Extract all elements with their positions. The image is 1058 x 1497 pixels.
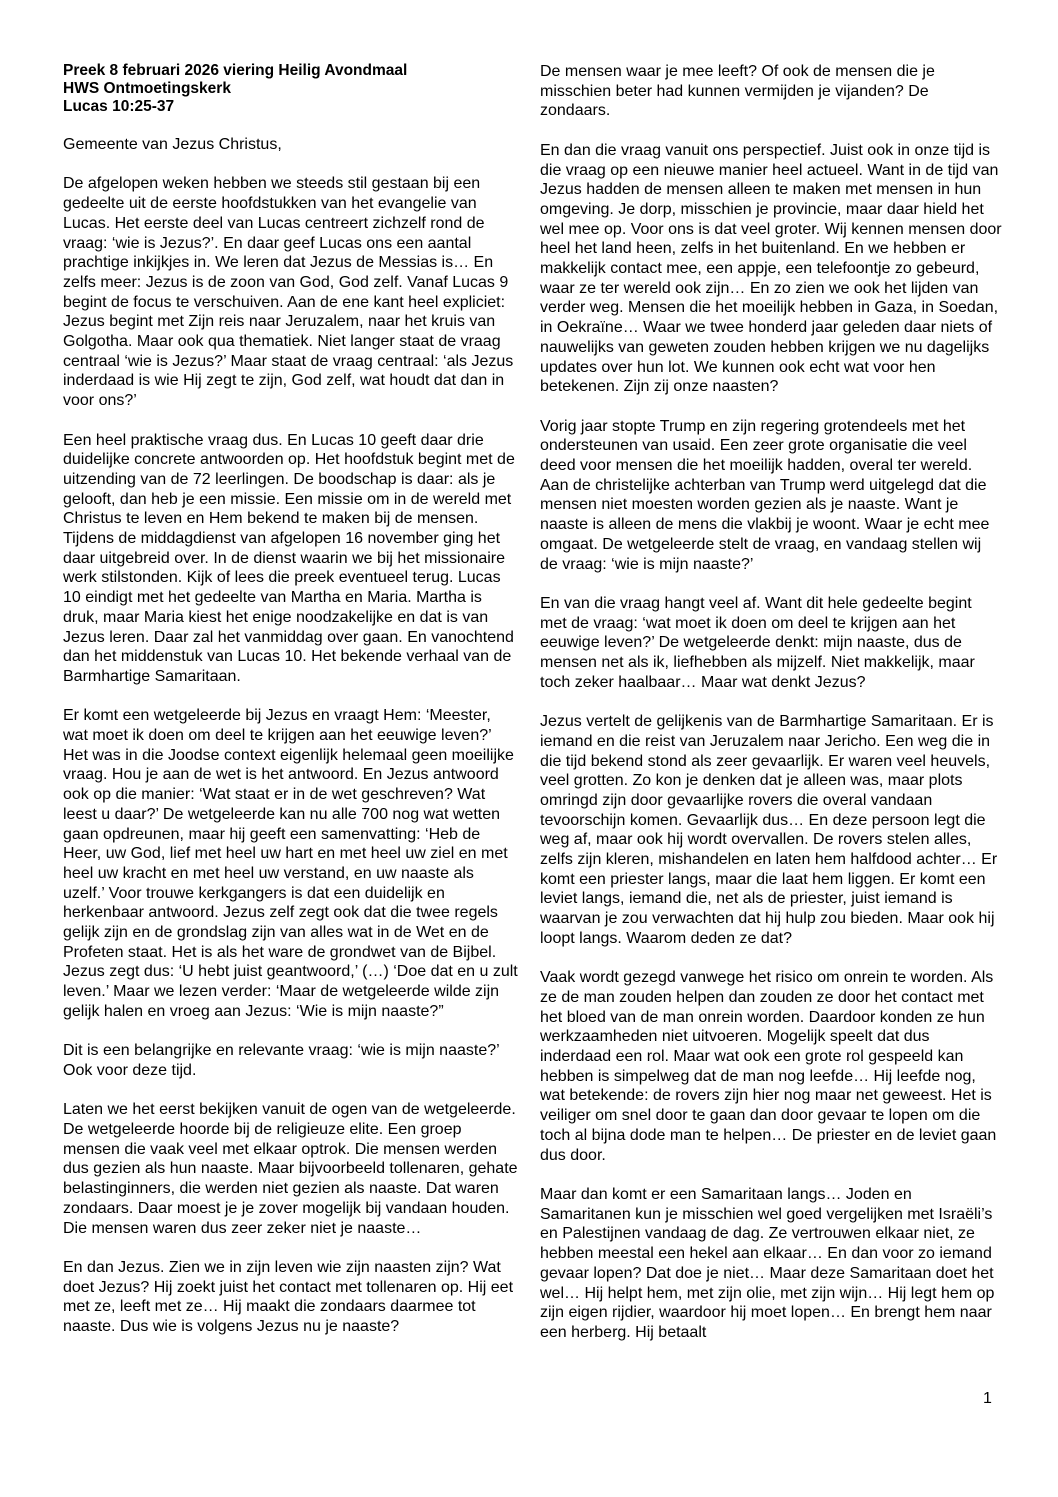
- paragraph: Vorig jaar stopte Trump en zijn regering grotendeels met het ondersteunen van usaid. Een zeer grote organisatie die veel deed voor mensen die het moeilijk hadden, overal ter wereld. Aan de christelijke achterban van Trump werd uitgelegd dat die mensen niet moesten worden gezien als je naaste. Want je naaste is alleen de mens die vlakbij je woont. Waar je echt mee omgaat. De wetgeleerde stelt de vraag, en vandaag stellen wij de vraag: ‘wie is mijn naaste?’: [540, 417, 990, 573]
- right-column: [540, 62, 1002, 1343]
- header-church: HWS Ontmoetingskerk: [63, 80, 231, 97]
- paragraph: De mensen waar je mee leeft? Of ook de mensen die je misschien beter had kunnen vermijden je vijanden? De zondaars.: [540, 63, 935, 120]
- paragraph: En dan Jezus. Zien we in zijn leven wie zijn naasten zijn? Wat doet Jezus? Hij zoekt juist het contact met tollenaren op. Hij eet met ze, leeft met ze… Hij maakt die zondaars daarmee tot naaste. Dus wie is volgens Jezus nu je naaste?: [63, 1258, 514, 1336]
- paragraph: Jezus vertelt de gelijkenis van de Barmhartige Samaritaan. Er is iemand en die reist van Jeruzalem naar Jericho. Een weg die in die tijd bekend stond als zeer gevaarlijk. Er waren veel heuvels, veel grotten. Zo kon je denken dat je alleen was, maar plots omringd zijn door gevaarlijke rovers die overal vandaan tevoorschijn komen. Gevaarlijk dus… En deze persoon legt die weg af, maar ook hij wordt overvallen. De rovers stelen alles, zelfs zijn kleren, mishandelen en laten hem halfdood achter… Er komt een priester langs, maar die laat hem liggen. Er komt een leviet langs, iemand die, net als de priester, juist iemand is waarvan je zou verwachten dat hij hulp zou bieden. Maar ook hij loopt langs. Waarom deden ze dat?: [540, 713, 998, 947]
- header-scripture: Lucas 10:25-37: [63, 98, 175, 115]
- paragraph: Laten we het eerst bekijken vanuit de ogen van de wetgeleerde. De wetgeleerde hoorde bij de religieuze elite. Een groep mensen die vaak veel met elkaar optrok. Die mensen werden dus gezien als hun naaste. Maar bijvoorbeeld tollenaren, gehate belastinginners, die werden niet gezien als naaste. Dat waren zondaars. Daar moest je je zover mogelijk bij vandaan houden. Die mensen waren dus zeer zeker niet je naaste…: [63, 1101, 518, 1237]
- paragraph: Een heel praktische vraag dus. En Lucas 10 geeft daar drie duidelijke concrete antwoorden op. Het hoofdstuk begint met de uitzending van de 72 leerlingen. De boodschap is daar: als je gelooft, dan heb je een missie. Een missie om in de wereld met Christus te leven en Hem bekend te maken bij de mensen. Tijdens de middagdienst van afgelopen 16 november ging het daar uitgebreid over. In de dienst waarin we bij het missionaire werk stilstonden. Kijk of lees die preek eventueel terug. Lucas 10 eindigt met het gedeelte van Martha en Maria. Martha is druk, maar Maria kiest het enige noodzakelijke en dat is van Jezus leren. Daar zal het vanmiddag over gaan. En vanochtend dan het middenstuk van Lucas 10. Het bekende verhaal van de Barmhartige Samaritaan.: [63, 431, 515, 685]
- paragraph: Vaak wordt gezegd vanwege het risico om onrein te worden. Als ze de man zouden helpen dan zouden ze door het contact met het bloed van de man onrein worden. Daardoor konden ze hun werkzaamheden niet uitvoeren. Mogelijk speelt dat dus inderdaad een rol. Maar wat ook een grote rol gespeeld kan hebben is simpelweg dat de man nog leefde… Hij leefde nog, wat betekende: de rovers zijn hier nog maar net geweest. Het is veiliger om snel door te gaan dan door gevaar te lopen om die toch al bijna dode man te helpen… De priester en de leviet gaan dus door.: [540, 969, 997, 1164]
- paragraph: En van die vraag hangt veel af. Want dit hele gedeelte begint met de vraag: ‘wat moet ik doen om deel te krijgen aan het eeuwige leven?’ De wetgeleerde denkt: mijn naaste, dus de mensen net als ik, liefhebben als mijzelf. Niet makkelijk, maar toch zeker haalbaar… Maar wat denkt Jezus?: [540, 594, 975, 691]
- paragraph: Dit is een belangrijke en relevante vraag: ‘wie is mijn naaste?’ Ook voor deze tijd.: [63, 1042, 500, 1079]
- paragraph: De afgelopen weken hebben we steeds stil gestaan bij een gedeelte uit de eerste hoofdstukken van het evangelie van Lucas. Het eerste deel van Lucas centreert zichzelf rond de vraag: ‘wie is Jezus?’. En daar geef Lucas ons een aantal prachtige inkijkjes in. We leren dat Jezus de Messias is… En zelfs meer: Jezus is de zoon van God, God zelf. Vanaf Lucas 9 begint de focus te verschuiven. Aan de ene kant heel expliciet: Jezus begint met Zijn reis naar Jeruzalem, naar het kruis van Golgotha. Maar ook qua thematiek. Niet langer staat de vraag centraal ‘wie is Jezus?’ Maar staat de vraag centraal: ‘als Jezus inderdaad is wie Hij zegt te zijn, God zelf, wat houdt dat dan in voor ons?’: [63, 175, 514, 410]
- left-column: [63, 62, 518, 1337]
- paragraph: Er komt een wetgeleerde bij Jezus en vraagt Hem: ‘Meester, wat moet ik doen om deel te krijgen aan het eeuwige leven?’ Het was in die Joodse context eigenlijk helemaal geen moeilijke vraag. Hou je aan de wet is het antwoord. En Jezus antwoord ook op die manier: ‘Wat staat er in de wet geschreven? Wat leest u daar?’ De wetgeleerde kan nu alle 700 nog wat wetten gaan opdreunen, maar hij geeft een samenvatting: ‘Heb de Heer, uw God, lief met heel uw hart en met heel uw ziel en met heel uw kracht en met heel uw verstand, en uw naaste als uzelf.’ Voor trouwe kerkgangers is dat een duidelijk en herkenbaar antwoord. Jezus zelf zegt ook dat die twee regels gelijk zijn en de grondslag zijn van alles wat in de Wet en de Profeten staat. Het is als het ware de grondwet van de Bijbel. Jezus zegt dus: ‘U hebt juist geantwoord,’ (…) ‘Doe dat en u zult leven.’ Maar we lezen verder: ‘Maar de wetgeleerde wilde zijn gelijk halen en vroeg aan Jezus: ‘Wie is mijn naaste?”: [63, 707, 518, 1020]
- paragraph: En dan die vraag vanuit ons perspectief. Juist ook in onze tijd is die vraag op een nieuwe manier heel actueel. Want in de tijd van Jezus hadden de mensen alleen te maken met mensen in hun omgeving. Je dorp, misschien je provincie, maar daar hield het wel mee op. Voor ons is dat veel groter. Wij kennen mensen door heel het land heen, zelfs in het buitenland. En we hebben er makkelijk contact mee, een appje, een telefoontje zo gebeurd, waar ze ter wereld ook zijn… En zo zien we ook het lijden van verder weg. Mensen die het moeilijk hebben in Gaza, in Soedan, in Oekraïne… Waar we twee honderd jaar geleden daar niets of nauwelijks van geweten zouden hebben krijgen we nu dagelijks updates over hun lot. We kunnen ook echt wat voor hen betekenen. Zijn zij onze naasten?: [540, 141, 1002, 396]
- sermon-header: [63, 62, 518, 116]
- header-title: Preek 8 februari 2026 viering Heilig Avondmaal: [63, 62, 408, 79]
- page-number: 1: [983, 1390, 992, 1407]
- paragraph: Gemeente van Jezus Christus,: [63, 136, 282, 153]
- paragraph: Maar dan komt er een Samaritaan langs… Joden en Samaritanen kun je misschien wel goed vergelijken met Israëli’s en Palestijnen vandaag de dag. Ze vertrouwen elkaar niet, ze hebben meestal een hekel aan elkaar… En dan voor zo iemand gevaar lopen? Dat doe je niet… Maar deze Samaritaan doet het wel… Hij helpt hem, met zijn olie, met zijn wijn… Hij legt hem op zijn eigen rijdier, waardoor hij moet lopen… En brengt hem naar een herberg. Hij betaalt: [540, 1185, 995, 1341]
